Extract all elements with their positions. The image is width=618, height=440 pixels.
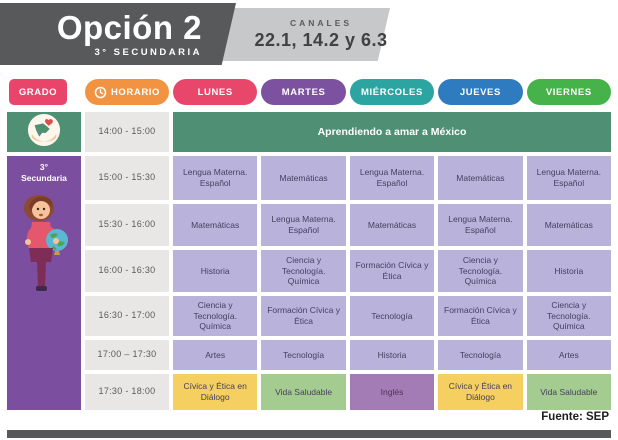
schedule-grid <box>7 112 611 410</box>
channels-ribbon <box>214 8 390 61</box>
banner-cell: Aprendiendo a amar a México <box>173 112 611 152</box>
hands-heart-icon <box>27 113 61 152</box>
clock-icon <box>94 86 107 99</box>
column-header-jueves: JUEVES <box>438 79 522 105</box>
time-cell: 15:00 - 15:30 <box>85 156 169 200</box>
subject-cell: Matemáticas <box>261 156 345 200</box>
subject-cell: Lengua Materna. Español <box>173 156 257 200</box>
subject-cell: Tecnología <box>261 340 345 370</box>
subject-cell: Formación Cívica y Ética <box>261 296 345 336</box>
subject-cell: Lengua Materna. Español <box>350 156 434 200</box>
subject-cell: Lengua Materna. Español <box>438 204 522 246</box>
channels-value: 22.1, 14.2 y 6.3 <box>254 30 388 50</box>
subject-cell: Historia <box>350 340 434 370</box>
subject-cell: Vida Saludable <box>261 374 345 410</box>
grade-label: 3° Secundaria <box>21 162 67 184</box>
subject-cell: Lengua Materna. Español <box>261 204 345 246</box>
subject-cell: Tecnología <box>350 296 434 336</box>
subject-cell: Ciencia y Tecnología. Química <box>438 250 522 292</box>
subject-cell: Inglés <box>350 374 434 410</box>
subject-cell: Matemáticas <box>350 204 434 246</box>
column-header-viernes: VIERNES <box>527 79 611 105</box>
subject-cell: Formación Cívica y Ética <box>438 296 522 336</box>
column-header-horario: HORARIO <box>85 79 169 105</box>
student-illustration <box>13 188 75 301</box>
grade-icon-cell <box>7 112 81 152</box>
column-headers <box>7 79 611 105</box>
subject-cell: Historia <box>527 250 611 292</box>
channels-label: CANALES <box>289 18 353 28</box>
subject-cell: Cívica y Ética en Diálogo <box>173 374 257 410</box>
subject-cell: Matemáticas <box>438 156 522 200</box>
subject-cell: Artes <box>173 340 257 370</box>
column-header-martes: MARTES <box>261 79 345 105</box>
subject-cell: Lengua Materna. Español <box>527 156 611 200</box>
subject-cell: Artes <box>527 340 611 370</box>
subject-cell: Vida Saludable <box>527 374 611 410</box>
subject-cell: Ciencia y Tecnología. Química <box>527 296 611 336</box>
subject-cell: Matemáticas <box>527 204 611 246</box>
subject-cell: Matemáticas <box>173 204 257 246</box>
subject-cell: Cívica y Ética en Diálogo <box>438 374 522 410</box>
time-cell: 17:00 – 17:30 <box>85 340 169 370</box>
subject-cell: Tecnología <box>438 340 522 370</box>
time-cell: 16:00 - 16:30 <box>85 250 169 292</box>
column-header-miercoles: MIÉRCOLES <box>350 79 434 105</box>
subject-cell: Historia <box>173 250 257 292</box>
time-cell: 14:00 - 15:00 <box>85 112 169 152</box>
time-cell: 17:30 - 18:00 <box>85 374 169 410</box>
page-subtitle: 3° SECUNDARIA <box>94 46 202 58</box>
subject-cell: Formación Cívica y Ética <box>350 250 434 292</box>
subject-cell: Ciencia y Tecnología. Química <box>173 296 257 336</box>
column-header-grado: GRADO <box>9 79 67 105</box>
time-cell: 16:30 - 17:00 <box>85 296 169 336</box>
subject-cell: Ciencia y Tecnología. Química <box>261 250 345 292</box>
bottom-bar <box>7 430 611 438</box>
page-title: Opción 2 <box>56 8 202 46</box>
grade-cell <box>7 156 81 410</box>
title-ribbon <box>0 3 236 65</box>
column-header-lunes: LUNES <box>173 79 257 105</box>
source-note: Fuente: SEP <box>541 411 609 423</box>
time-cell: 15:30 - 16:00 <box>85 204 169 246</box>
